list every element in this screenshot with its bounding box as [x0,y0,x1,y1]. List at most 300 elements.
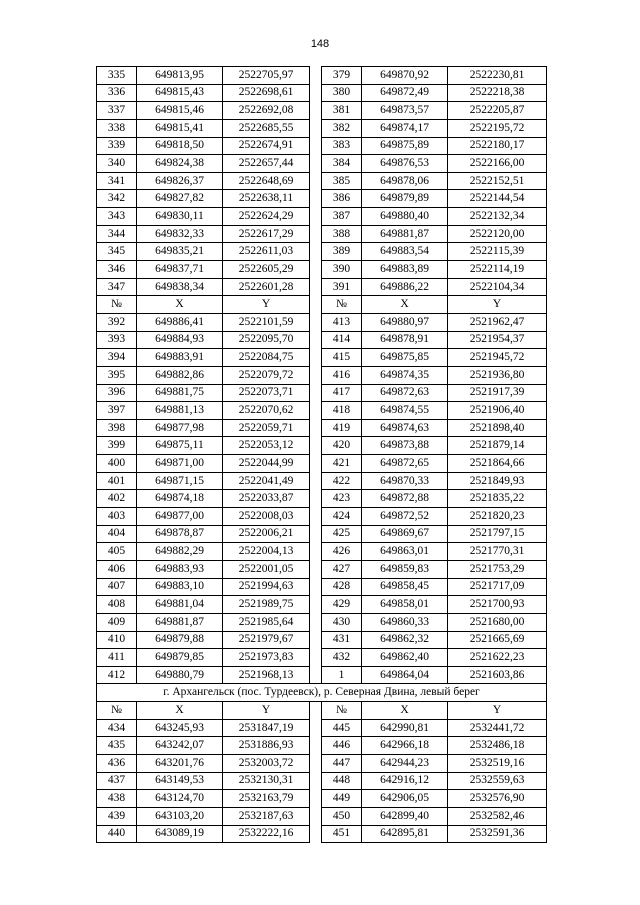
point-number: 421 [322,455,362,473]
point-number: 415 [322,349,362,367]
x-coordinate: 649871,15 [137,472,223,490]
y-coordinate: 2521770,31 [448,543,547,561]
column-separator [310,208,322,226]
y-coordinate: 2522084,75 [223,349,310,367]
point-number: 385 [322,172,362,190]
y-coordinate: 2522041,49 [223,472,310,490]
table-row [97,155,547,173]
x-coordinate: 643103,20 [137,807,223,825]
table-row [97,313,547,331]
table-row [97,119,547,137]
column-separator [310,754,322,772]
x-coordinate: 649824,38 [137,155,223,173]
y-coordinate: 2522624,29 [223,208,310,226]
point-number: 389 [322,243,362,261]
y-coordinate: 2522053,12 [223,437,310,455]
y-coordinate: 2521879,14 [448,437,547,455]
y-coordinate: 2521603,86 [448,666,547,684]
x-coordinate: 649872,52 [362,508,448,526]
point-number: 395 [97,366,137,384]
y-coordinate: 2521797,15 [448,525,547,543]
point-number: 387 [322,208,362,226]
y-coordinate: 2522079,72 [223,366,310,384]
x-coordinate: 649815,46 [137,102,223,120]
column-header-row [97,702,547,720]
x-coordinate: 649883,93 [137,560,223,578]
y-coordinate: 2522033,87 [223,490,310,508]
y-coordinate: 2521954,37 [448,331,547,349]
x-coordinate: 649871,00 [137,455,223,473]
table-row [97,508,547,526]
point-number: 410 [97,631,137,649]
column-separator [310,119,322,137]
table-row [97,613,547,631]
table-row [97,67,547,85]
point-number: 343 [97,208,137,226]
coordinates-table [96,66,547,843]
x-coordinate: 649826,37 [137,172,223,190]
table-row [97,825,547,843]
table-row [97,472,547,490]
x-coordinate: 649815,41 [137,119,223,137]
x-coordinate: 649876,53 [362,155,448,173]
column-separator [310,790,322,808]
page-number: 148 [310,38,330,50]
y-coordinate: 2521989,75 [223,596,310,614]
table-row [97,719,547,737]
y-coordinate: 2522008,03 [223,508,310,526]
table-row [97,261,547,279]
column-separator [310,772,322,790]
point-number: 399 [97,437,137,455]
point-number: 381 [322,102,362,120]
y-coordinate: 2522218,38 [448,84,547,102]
table-row [97,490,547,508]
x-coordinate: 649873,88 [362,437,448,455]
point-number: 390 [322,261,362,279]
x-coordinate: 649883,54 [362,243,448,261]
table-row [97,208,547,226]
point-number: 406 [97,560,137,578]
point-number: 414 [322,331,362,349]
y-coordinate: 2522104,34 [448,278,547,296]
point-number: 397 [97,402,137,420]
point-number: 347 [97,278,137,296]
point-number: 429 [322,596,362,614]
y-coordinate: 2522601,28 [223,278,310,296]
point-number: 338 [97,119,137,137]
y-coordinate: 2532582,46 [448,807,547,825]
table-row [97,437,547,455]
column-separator [310,631,322,649]
column-separator [310,278,322,296]
x-coordinate: 649881,04 [137,596,223,614]
y-coordinate: 2522166,00 [448,155,547,173]
x-coordinate: 649886,22 [362,278,448,296]
y-coordinate: 2521906,40 [448,402,547,420]
y-coordinate: 2532003,72 [223,754,310,772]
y-coordinate: 2522059,71 [223,419,310,437]
y-coordinate: 2532591,36 [448,825,547,843]
y-coordinate: 2521936,80 [448,366,547,384]
header-num: № [97,702,137,720]
x-coordinate: 649858,01 [362,596,448,614]
header-y: Y [223,702,310,720]
header-x: X [137,702,223,720]
column-separator [310,313,322,331]
x-coordinate: 649874,18 [137,490,223,508]
y-coordinate: 2532559,63 [448,772,547,790]
header-num: № [322,702,362,720]
column-separator [310,613,322,631]
point-number: 438 [97,790,137,808]
y-coordinate: 2521753,29 [448,560,547,578]
point-number: 425 [322,525,362,543]
x-coordinate: 643245,93 [137,719,223,737]
point-number: 432 [322,649,362,667]
table-row [97,666,547,684]
y-coordinate: 2521968,13 [223,666,310,684]
point-number: 335 [97,67,137,85]
x-coordinate: 649882,29 [137,543,223,561]
point-number: 447 [322,754,362,772]
x-coordinate: 649873,57 [362,102,448,120]
table-row [97,419,547,437]
x-coordinate: 649870,92 [362,67,448,85]
column-separator [310,243,322,261]
point-number: 345 [97,243,137,261]
point-number: 435 [97,737,137,755]
point-number: 426 [322,543,362,561]
x-coordinate: 643201,76 [137,754,223,772]
point-number: 384 [322,155,362,173]
x-coordinate: 649832,33 [137,225,223,243]
x-coordinate: 643089,19 [137,825,223,843]
point-number: 431 [322,631,362,649]
column-separator [310,190,322,208]
y-coordinate: 2522617,29 [223,225,310,243]
point-number: 386 [322,190,362,208]
table-row [97,384,547,402]
y-coordinate: 2532486,18 [448,737,547,755]
column-separator [310,172,322,190]
point-number: 405 [97,543,137,561]
table-row [97,402,547,420]
table-row [97,278,547,296]
point-number: 437 [97,772,137,790]
y-coordinate: 2532130,31 [223,772,310,790]
x-coordinate: 649877,98 [137,419,223,437]
column-separator [310,807,322,825]
point-number: 422 [322,472,362,490]
point-number: 424 [322,508,362,526]
point-number: 388 [322,225,362,243]
table-row [97,349,547,367]
column-separator [310,384,322,402]
y-coordinate: 2522001,05 [223,560,310,578]
x-coordinate: 649862,40 [362,649,448,667]
column-separator [310,490,322,508]
point-number: 339 [97,137,137,155]
x-coordinate: 649877,00 [137,508,223,526]
x-coordinate: 649863,01 [362,543,448,561]
y-coordinate: 2522698,61 [223,84,310,102]
y-coordinate: 2522144,54 [448,190,547,208]
x-coordinate: 649862,32 [362,631,448,649]
y-coordinate: 2521898,40 [448,419,547,437]
x-coordinate: 649883,91 [137,349,223,367]
x-coordinate: 649883,10 [137,578,223,596]
column-separator [310,825,322,843]
y-coordinate: 2522070,62 [223,402,310,420]
y-coordinate: 2522230,81 [448,67,547,85]
table-row [97,172,547,190]
y-coordinate: 2521665,69 [448,631,547,649]
point-number: 1 [322,666,362,684]
table-row [97,772,547,790]
x-coordinate: 649880,97 [362,313,448,331]
column-separator [310,472,322,490]
column-separator [310,455,322,473]
x-coordinate: 649881,13 [137,402,223,420]
x-coordinate: 649881,87 [362,225,448,243]
y-coordinate: 2521985,64 [223,613,310,631]
x-coordinate: 649815,43 [137,84,223,102]
column-separator [310,543,322,561]
y-coordinate: 2521835,22 [448,490,547,508]
table-row [97,225,547,243]
column-separator [310,508,322,526]
column-header-row [97,296,547,314]
y-coordinate: 2522638,11 [223,190,310,208]
x-coordinate: 649875,85 [362,349,448,367]
table-row [97,366,547,384]
y-coordinate: 2532222,16 [223,825,310,843]
column-separator [310,261,322,279]
column-separator [310,419,322,437]
x-coordinate: 649879,89 [362,190,448,208]
x-coordinate: 642966,18 [362,737,448,755]
x-coordinate: 649879,85 [137,649,223,667]
point-number: 445 [322,719,362,737]
column-separator [310,349,322,367]
y-coordinate: 2522657,44 [223,155,310,173]
y-coordinate: 2522705,97 [223,67,310,85]
y-coordinate: 2522114,19 [448,261,547,279]
y-coordinate: 2521680,00 [448,613,547,631]
point-number: 379 [322,67,362,85]
column-separator [310,296,322,314]
x-coordinate: 649872,63 [362,384,448,402]
x-coordinate: 649858,45 [362,578,448,596]
y-coordinate: 2522073,71 [223,384,310,402]
y-coordinate: 2522685,55 [223,119,310,137]
point-number: 408 [97,596,137,614]
x-coordinate: 642990,81 [362,719,448,737]
table-row [97,790,547,808]
point-number: 430 [322,613,362,631]
x-coordinate: 649878,06 [362,172,448,190]
x-coordinate: 649870,33 [362,472,448,490]
point-number: 434 [97,719,137,737]
point-number: 398 [97,419,137,437]
point-number: 418 [322,402,362,420]
y-coordinate: 2521945,72 [448,349,547,367]
section-title-row [97,684,547,702]
y-coordinate: 2521962,47 [448,313,547,331]
table-row [97,754,547,772]
table-row [97,649,547,667]
point-number: 419 [322,419,362,437]
table-row [97,102,547,120]
y-coordinate: 2521700,93 [448,596,547,614]
x-coordinate: 649860,33 [362,613,448,631]
column-separator [310,402,322,420]
point-number: 392 [97,313,137,331]
x-coordinate: 642899,40 [362,807,448,825]
y-coordinate: 2521717,09 [448,578,547,596]
y-coordinate: 2521917,39 [448,384,547,402]
column-separator [310,437,322,455]
y-coordinate: 2521864,66 [448,455,547,473]
table-row [97,578,547,596]
y-coordinate: 2521973,83 [223,649,310,667]
x-coordinate: 649882,86 [137,366,223,384]
point-number: 427 [322,560,362,578]
table-row [97,807,547,825]
x-coordinate: 649818,50 [137,137,223,155]
y-coordinate: 2531847,19 [223,719,310,737]
point-number: 400 [97,455,137,473]
point-number: 413 [322,313,362,331]
y-coordinate: 2521820,23 [448,508,547,526]
x-coordinate: 649869,67 [362,525,448,543]
x-coordinate: 649883,89 [362,261,448,279]
column-separator [310,84,322,102]
point-number: 403 [97,508,137,526]
table-row [97,737,547,755]
x-coordinate: 642916,12 [362,772,448,790]
x-coordinate: 649886,41 [137,313,223,331]
y-coordinate: 2522095,70 [223,331,310,349]
table-row [97,190,547,208]
x-coordinate: 649813,95 [137,67,223,85]
x-coordinate: 642906,05 [362,790,448,808]
table-row [97,331,547,349]
point-number: 341 [97,172,137,190]
column-separator [310,666,322,684]
table-row [97,596,547,614]
point-number: 391 [322,278,362,296]
x-coordinate: 649872,88 [362,490,448,508]
point-number: 420 [322,437,362,455]
x-coordinate: 649875,89 [362,137,448,155]
column-separator [310,719,322,737]
y-coordinate: 2522648,69 [223,172,310,190]
table-row [97,243,547,261]
point-number: 436 [97,754,137,772]
point-number: 396 [97,384,137,402]
x-coordinate: 649880,79 [137,666,223,684]
point-number: 417 [322,384,362,402]
y-coordinate: 2522115,39 [448,243,547,261]
column-separator [310,578,322,596]
point-number: 428 [322,578,362,596]
y-coordinate: 2521979,67 [223,631,310,649]
header-y: Y [448,702,547,720]
point-number: 342 [97,190,137,208]
point-number: 346 [97,261,137,279]
y-coordinate: 2532519,16 [448,754,547,772]
column-separator [310,67,322,85]
y-coordinate: 2532163,79 [223,790,310,808]
column-separator [310,702,322,720]
point-number: 446 [322,737,362,755]
point-number: 409 [97,613,137,631]
header-num: № [97,296,137,314]
x-coordinate: 643124,70 [137,790,223,808]
point-number: 416 [322,366,362,384]
point-number: 407 [97,578,137,596]
point-number: 448 [322,772,362,790]
column-separator [310,225,322,243]
x-coordinate: 643149,53 [137,772,223,790]
column-separator [310,366,322,384]
y-coordinate: 2521994,63 [223,578,310,596]
x-coordinate: 649872,65 [362,455,448,473]
column-separator [310,155,322,173]
column-separator [310,102,322,120]
table-row [97,631,547,649]
x-coordinate: 649874,55 [362,402,448,420]
y-coordinate: 2522152,51 [448,172,547,190]
x-coordinate: 649884,93 [137,331,223,349]
header-x: X [137,296,223,314]
column-separator [310,596,322,614]
x-coordinate: 649835,21 [137,243,223,261]
point-number: 393 [97,331,137,349]
point-number: 337 [97,102,137,120]
table-row [97,84,547,102]
y-coordinate: 2522101,59 [223,313,310,331]
header-y: Y [448,296,547,314]
x-coordinate: 649880,40 [362,208,448,226]
x-coordinate: 649881,87 [137,613,223,631]
y-coordinate: 2522006,21 [223,525,310,543]
x-coordinate: 649875,11 [137,437,223,455]
x-coordinate: 649837,71 [137,261,223,279]
table-row [97,137,547,155]
point-number: 340 [97,155,137,173]
y-coordinate: 2521849,93 [448,472,547,490]
x-coordinate: 642895,81 [362,825,448,843]
x-coordinate: 649874,17 [362,119,448,137]
point-number: 450 [322,807,362,825]
y-coordinate: 2521622,23 [448,649,547,667]
x-coordinate: 649864,04 [362,666,448,684]
y-coordinate: 2522674,91 [223,137,310,155]
point-number: 402 [97,490,137,508]
x-coordinate: 649878,87 [137,525,223,543]
point-number: 382 [322,119,362,137]
x-coordinate: 649878,91 [362,331,448,349]
point-number: 394 [97,349,137,367]
x-coordinate: 649872,49 [362,84,448,102]
x-coordinate: 649859,83 [362,560,448,578]
point-number: 383 [322,137,362,155]
y-coordinate: 2522195,72 [448,119,547,137]
point-number: 451 [322,825,362,843]
